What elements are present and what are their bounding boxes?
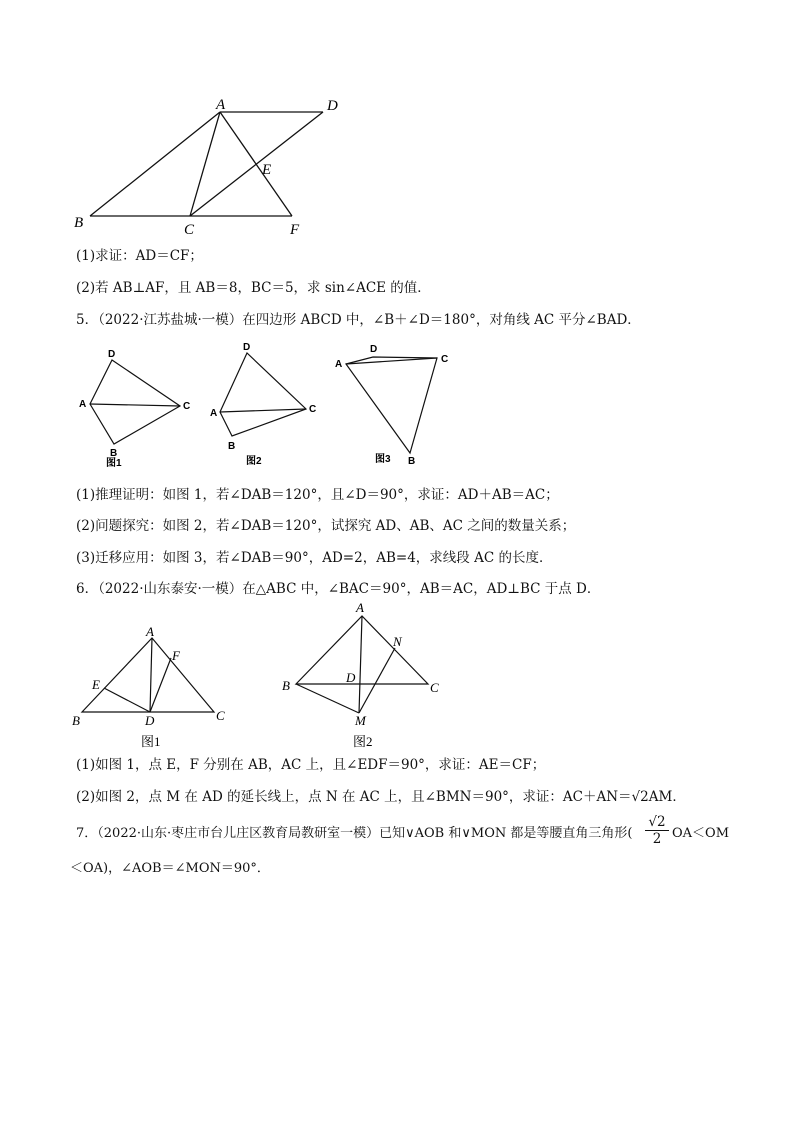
problem6-q1: (1)如图 1，点 E，F 分别在 AB，AC 上，且∠EDF＝90°，求证：AE＝CF；	[76, 757, 546, 773]
problem6-q2: (2)如图 2，点 M 在 AD 的延长线上，点 N 在 AC 上，且∠BMN＝90°，求证：AC＋AN＝√2AM．	[76, 789, 686, 805]
label-E: E	[262, 162, 272, 178]
fig6-1-label-D: D	[145, 713, 155, 728]
problem5-stem: 5．（2022·江苏盐城·一模）在四边形 ABCD 中，∠B＋∠D＝180°，对角线 AC 平分∠BAD．	[76, 312, 641, 328]
fig5-2-label-B: B	[228, 441, 236, 452]
fig5-1-label-D: D	[108, 349, 116, 360]
fig6-1-label-F: F	[172, 648, 180, 663]
fig5-1-label-C: C	[183, 401, 191, 412]
problem7-line1-a: 7．（2022·山东·枣庄市台儿庄区教育局教研室一模）已知∨AOB 和∨MON 都是等腰直角三角形(	[76, 826, 633, 841]
problem5-figures	[70, 340, 470, 470]
problem6-stem: 6．（2022·山东泰安·一模）在△ABC 中，∠BAC＝90°，AB＝AC，AD⊥BC 于点 D．	[76, 581, 601, 597]
fig6-1-label-C: C	[216, 708, 225, 723]
problem5-q2: (2)问题探究：如图 2，若∠DAB＝120°，试探究 AD、AB、AC 之间的数量关系；	[76, 518, 576, 534]
fig6-1-label-E: E	[92, 677, 100, 692]
fraction-denominator: 2	[652, 831, 662, 847]
problem5-q3: (3)迁移应用：如图 3，若∠DAB＝90°，AD=2，AB=4，求线段 AC 的长度．	[76, 550, 553, 566]
fig5-2-label-A: A	[210, 408, 218, 419]
fig5-3-label-D: D	[370, 344, 378, 355]
fig5-1-caption: 图1	[106, 458, 122, 469]
problem4-q2: (2)若 AB⊥AF，且 AB＝8，BC＝5，求 sin∠ACE 的值．	[76, 280, 431, 296]
fig6-2-label-C: C	[430, 680, 439, 695]
fig6-1-caption: 图1	[141, 734, 161, 749]
problem7-line2: ＜OA)，∠AOB＝∠MON＝90°．	[70, 861, 270, 876]
problem6-figures	[64, 598, 464, 754]
fig5-1-label-A: A	[79, 399, 87, 410]
fig5-2-caption: 图2	[246, 456, 262, 467]
label-B: B	[74, 215, 84, 231]
fig6-1-label-B: B	[72, 713, 80, 728]
label-F: F	[290, 222, 300, 238]
fig6-2-label-N: N	[393, 634, 402, 649]
fig6-2-label-B: B	[282, 678, 290, 693]
problem4-q1: (1)求证：AD＝CF；	[76, 248, 203, 264]
fig5-3-label-C: C	[441, 354, 449, 365]
fig5-3-caption: 图3	[375, 454, 391, 465]
fig6-2-label-D: D	[346, 670, 356, 685]
fig6-2-label-A: A	[356, 600, 364, 615]
fig5-1-label-B: B	[110, 448, 118, 459]
label-A: A	[216, 97, 226, 113]
fig5-2-label-C: C	[309, 404, 317, 415]
label-D: D	[327, 98, 338, 114]
problem5-q1: (1)推理证明：如图 1，若∠DAB＝120°，且∠D＝90°，求证：AD＋AB＝AC；	[76, 487, 559, 503]
fig5-3-label-A: A	[335, 359, 343, 370]
figure-parallelogram	[70, 92, 360, 242]
label-C: C	[184, 222, 195, 238]
fraction-numerator: √2	[645, 814, 669, 831]
fig5-2-label-D: D	[243, 342, 251, 353]
problem7-line1-b: OA＜OM	[672, 826, 730, 841]
fig6-2-caption: 图2	[353, 734, 373, 749]
fig6-2-label-M: M	[355, 713, 366, 728]
fig5-3-label-B: B	[408, 456, 416, 467]
problem7-fraction	[645, 814, 669, 847]
fig6-1-label-A: A	[146, 624, 154, 639]
